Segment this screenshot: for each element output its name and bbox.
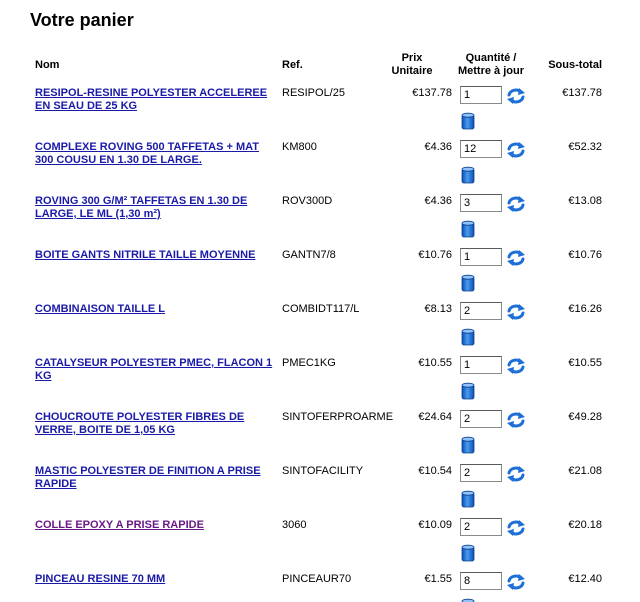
- unit-price: €137.78: [412, 87, 452, 99]
- refresh-icon[interactable]: [506, 464, 526, 484]
- refresh-icon[interactable]: [506, 302, 526, 322]
- product-link[interactable]: ROVING 300 G/M² TAFFETAS EN 1.30 DE LARGE, LE ML (1,30 m²): [35, 195, 248, 220]
- refresh-icon[interactable]: [506, 356, 526, 376]
- product-ref: GANTN7/8: [282, 249, 336, 261]
- quantity-input[interactable]: [460, 410, 502, 428]
- column-header-quantity-line1: Quantité /: [465, 52, 517, 64]
- refresh-icon[interactable]: [506, 248, 526, 268]
- quantity-input[interactable]: [460, 248, 502, 266]
- column-header-unit-price: [388, 52, 436, 78]
- unit-price: €8.13: [424, 303, 452, 315]
- column-header-unit-price-line1: Prix: [401, 52, 423, 64]
- line-subtotal: €10.55: [568, 357, 602, 369]
- product-ref: 3060: [282, 519, 307, 531]
- cart-row: [0, 516, 640, 570]
- quantity-input[interactable]: [460, 140, 502, 158]
- cart-row: [0, 84, 640, 138]
- cart-row: [0, 192, 640, 246]
- product-link[interactable]: COMBINAISON TAILLE L: [35, 303, 165, 315]
- trash-icon[interactable]: [460, 112, 476, 130]
- trash-icon[interactable]: [460, 328, 476, 346]
- cart-row: [0, 300, 640, 354]
- product-ref: RESIPOL/25: [282, 87, 345, 99]
- product-ref: COMBIDT117/L: [282, 303, 360, 315]
- cart-row: [0, 138, 640, 192]
- line-subtotal: €12.40: [568, 573, 602, 585]
- product-link[interactable]: COLLE EPOXY A PRISE RAPIDE: [35, 519, 204, 531]
- column-header-quantity-line2: Mettre à jour: [457, 65, 524, 77]
- product-link[interactable]: PINCEAU RESINE 70 MM: [35, 573, 166, 585]
- line-subtotal: €52.32: [568, 141, 602, 153]
- unit-price: €10.76: [418, 249, 452, 261]
- product-ref: PMEC1KG: [282, 357, 336, 369]
- product-ref: ROV300D: [282, 195, 333, 207]
- product-link[interactable]: CATALYSEUR POLYESTER PMEC, FLACON 1 KG: [35, 357, 273, 382]
- cart-row: [0, 408, 640, 462]
- unit-price: €4.36: [424, 141, 452, 153]
- trash-icon[interactable]: [460, 598, 476, 602]
- line-subtotal: €20.18: [568, 519, 602, 531]
- product-link[interactable]: CHOUCROUTE POLYESTER FIBRES DE VERRE, BOITE DE 1,05 KG: [35, 411, 245, 436]
- refresh-icon[interactable]: [506, 518, 526, 538]
- quantity-input[interactable]: [460, 302, 502, 320]
- quantity-input[interactable]: [460, 464, 502, 482]
- trash-icon[interactable]: [460, 544, 476, 562]
- trash-icon[interactable]: [460, 436, 476, 454]
- cart-row: [0, 246, 640, 300]
- cart-row: [0, 462, 640, 516]
- refresh-icon[interactable]: [506, 572, 526, 592]
- product-ref: SINTOFACILITY: [282, 465, 364, 477]
- unit-price: €10.54: [418, 465, 452, 477]
- unit-price: €10.09: [418, 519, 452, 531]
- unit-price: €24.64: [418, 411, 452, 423]
- quantity-input[interactable]: [460, 572, 502, 590]
- unit-price: €4.36: [424, 195, 452, 207]
- trash-icon[interactable]: [460, 220, 476, 238]
- product-link[interactable]: COMPLEXE ROVING 500 TAFFETAS + MAT 300 COUSU EN 1.30 DE LARGE.: [35, 141, 259, 166]
- line-subtotal: €49.28: [568, 411, 602, 423]
- quantity-input[interactable]: [460, 518, 502, 536]
- line-subtotal: €13.08: [568, 195, 602, 207]
- unit-price: €10.55: [418, 357, 452, 369]
- line-subtotal: €137.78: [562, 87, 602, 99]
- product-link[interactable]: RESIPOL-RESINE POLYESTER ACCELEREE EN SEAU DE 25 KG: [35, 87, 268, 112]
- cart-row: [0, 570, 640, 602]
- unit-price: €1.55: [424, 573, 452, 585]
- refresh-icon[interactable]: [506, 140, 526, 160]
- product-ref: SINTOFERPROARME: [282, 411, 394, 423]
- line-subtotal: €21.08: [568, 465, 602, 477]
- quantity-input[interactable]: [460, 194, 502, 212]
- trash-icon[interactable]: [460, 274, 476, 292]
- quantity-input[interactable]: [460, 86, 502, 104]
- trash-icon[interactable]: [460, 166, 476, 184]
- column-header-ref: Ref.: [282, 59, 303, 71]
- column-header-unit-price-line2: Unitaire: [391, 65, 433, 77]
- column-header-quantity: [456, 52, 526, 78]
- product-link[interactable]: MASTIC POLYESTER DE FINITION A PRISE RAPIDE: [35, 465, 261, 490]
- quantity-input[interactable]: [460, 356, 502, 374]
- product-link[interactable]: BOITE GANTS NITRILE TAILLE MOYENNE: [35, 249, 256, 261]
- line-subtotal: €16.26: [568, 303, 602, 315]
- trash-icon[interactable]: [460, 490, 476, 508]
- cart-row: [0, 354, 640, 408]
- cart-items-list: [0, 84, 640, 602]
- refresh-icon[interactable]: [506, 194, 526, 214]
- column-header-subtotal: Sous-total: [548, 59, 602, 71]
- refresh-icon[interactable]: [506, 410, 526, 430]
- product-ref: PINCEAUR70: [282, 573, 352, 585]
- line-subtotal: €10.76: [568, 249, 602, 261]
- page-title: Votre panier: [30, 10, 134, 30]
- trash-icon[interactable]: [460, 382, 476, 400]
- refresh-icon[interactable]: [506, 86, 526, 106]
- column-header-name: Nom: [35, 59, 60, 71]
- product-ref: KM800: [282, 141, 317, 153]
